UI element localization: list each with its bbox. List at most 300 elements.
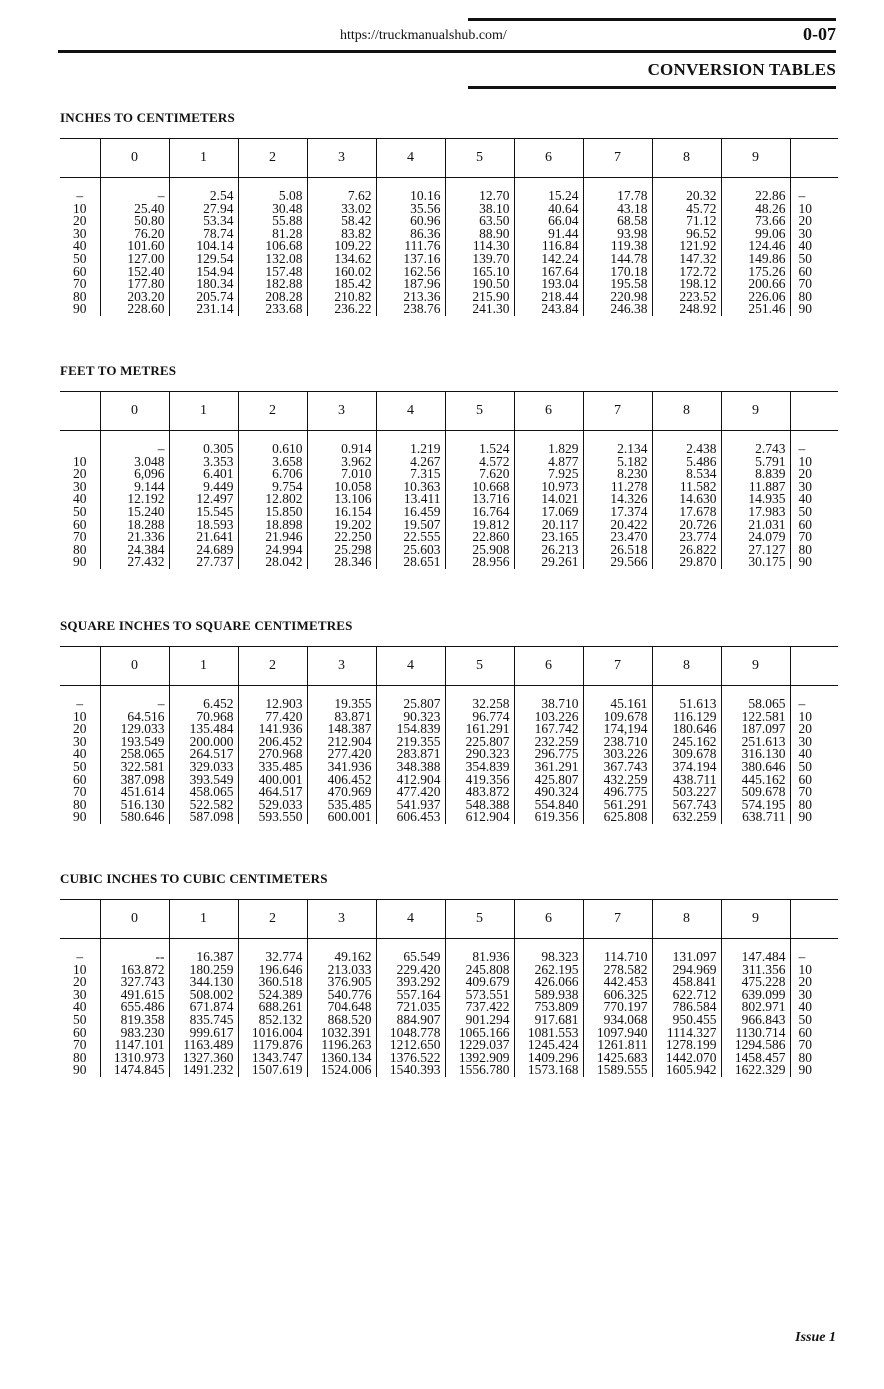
value-cell: 29.566 — [583, 556, 652, 569]
value-cell: 141.936 — [238, 723, 307, 736]
value-cell: 1589.555 — [583, 1064, 652, 1077]
value-cell: 7.62 — [307, 178, 376, 203]
value-cell: 374.194 — [652, 761, 721, 774]
value-cell: 218.44 — [514, 291, 583, 304]
value-cell: – — [100, 178, 169, 203]
value-cell: 18.898 — [238, 519, 307, 532]
value-cell: 477.420 — [376, 786, 445, 799]
value-cell: 20.422 — [583, 519, 652, 532]
column-header: 8 — [652, 647, 721, 686]
table-row — [60, 544, 838, 557]
value-cell: 509.678 — [721, 786, 790, 799]
value-cell: 248.92 — [652, 303, 721, 316]
value-cell: 116.129 — [652, 711, 721, 724]
value-cell: 303.226 — [583, 748, 652, 761]
value-cell: 1376.522 — [376, 1052, 445, 1065]
row-label-right: 60 — [790, 774, 838, 787]
value-cell: 23.470 — [583, 531, 652, 544]
value-cell: 10.363 — [376, 481, 445, 494]
value-cell: 124.46 — [721, 240, 790, 253]
value-cell: 464.517 — [238, 786, 307, 799]
row-label-right: 90 — [790, 303, 838, 316]
value-cell: 58.42 — [307, 215, 376, 228]
value-cell: 19.202 — [307, 519, 376, 532]
value-cell: 45.161 — [583, 686, 652, 711]
value-cell: 316.130 — [721, 748, 790, 761]
value-cell: 25.298 — [307, 544, 376, 557]
value-cell: 966.843 — [721, 1014, 790, 1027]
value-cell: 16.764 — [445, 506, 514, 519]
row-label: 60 — [73, 771, 87, 787]
value-cell: 22.860 — [445, 531, 514, 544]
value-cell: 213.36 — [376, 291, 445, 304]
row-label: 50 — [73, 1011, 87, 1027]
value-cell: 21.946 — [238, 531, 307, 544]
corner-cell — [790, 392, 838, 431]
row-label: 40 — [73, 491, 87, 507]
column-header: 7 — [583, 900, 652, 939]
value-cell: 529.033 — [238, 799, 307, 812]
value-cell: 0.305 — [169, 431, 238, 456]
value-cell: 442.453 — [583, 976, 652, 989]
value-cell: 163.872 — [100, 964, 169, 977]
table-row — [60, 468, 838, 481]
value-cell: 243.84 — [514, 303, 583, 316]
value-cell: 999.617 — [169, 1027, 238, 1040]
value-cell: 28.346 — [307, 556, 376, 569]
value-cell: 496.775 — [583, 786, 652, 799]
table-row — [60, 531, 838, 544]
value-cell: 277.420 — [307, 748, 376, 761]
value-cell: 639.099 — [721, 989, 790, 1002]
value-cell: 1360.134 — [307, 1052, 376, 1065]
value-cell: 12.903 — [238, 686, 307, 711]
value-cell: 475.228 — [721, 976, 790, 989]
corner-cell — [60, 392, 100, 431]
page-title: CONVERSION TABLES — [647, 60, 836, 79]
value-cell: 27.94 — [169, 203, 238, 216]
header-row — [60, 139, 838, 178]
value-cell: 17.78 — [583, 178, 652, 203]
value-cell: 612.904 — [445, 811, 514, 824]
corner-cell — [790, 139, 838, 178]
value-cell: 167.742 — [514, 723, 583, 736]
row-label: 50 — [73, 503, 87, 519]
value-cell: 4.877 — [514, 456, 583, 469]
column-header: 8 — [652, 392, 721, 431]
value-cell: 283.871 — [376, 748, 445, 761]
row-label-right: 20 — [790, 976, 838, 989]
table-row — [60, 1064, 838, 1077]
corner-cell — [60, 900, 100, 939]
table-row — [60, 519, 838, 532]
value-cell: 819.358 — [100, 1014, 169, 1027]
column-header: 5 — [445, 392, 514, 431]
value-cell: 1097.940 — [583, 1027, 652, 1040]
value-cell: 68.58 — [583, 215, 652, 228]
value-cell: 182.88 — [238, 278, 307, 291]
value-cell: 96.52 — [652, 228, 721, 241]
value-cell: 11.887 — [721, 481, 790, 494]
value-cell: 12.192 — [100, 493, 169, 506]
value-cell: 1114.327 — [652, 1027, 721, 1040]
value-cell: 16.387 — [169, 939, 238, 964]
column-header: 3 — [307, 392, 376, 431]
value-cell: 238.710 — [583, 736, 652, 749]
column-header: 5 — [445, 900, 514, 939]
value-cell: 1605.942 — [652, 1064, 721, 1077]
value-cell: 149.86 — [721, 253, 790, 266]
value-cell: 233.68 — [238, 303, 307, 316]
value-cell: 14.935 — [721, 493, 790, 506]
value-cell: 83.871 — [307, 711, 376, 724]
value-cell: 60.96 — [376, 215, 445, 228]
row-label-right: 50 — [790, 761, 838, 774]
table-row — [60, 228, 838, 241]
value-cell: 81.28 — [238, 228, 307, 241]
row-label: 10 — [73, 708, 87, 724]
value-cell: 185.42 — [307, 278, 376, 291]
value-cell: 229.420 — [376, 964, 445, 977]
row-label-right: 30 — [790, 228, 838, 241]
value-cell: 1196.263 — [307, 1039, 376, 1052]
value-cell: 55.88 — [238, 215, 307, 228]
row-label: 60 — [73, 516, 87, 532]
value-cell: 24.079 — [721, 531, 790, 544]
value-cell: 21.641 — [169, 531, 238, 544]
value-cell: – — [100, 686, 169, 711]
row-label: 70 — [73, 1037, 87, 1053]
column-header: 2 — [238, 900, 307, 939]
row-label: 70 — [73, 784, 87, 800]
value-cell: 400.001 — [238, 774, 307, 787]
value-cell: 901.294 — [445, 1014, 514, 1027]
value-cell: 132.08 — [238, 253, 307, 266]
value-cell: 704.648 — [307, 1001, 376, 1014]
value-cell: 917.681 — [514, 1014, 583, 1027]
table-row — [60, 278, 838, 291]
row-label-right: 10 — [790, 711, 838, 724]
table-row — [60, 493, 838, 506]
value-cell: 573.551 — [445, 989, 514, 1002]
row-label: 30 — [73, 986, 87, 1002]
value-cell: 86.36 — [376, 228, 445, 241]
column-header: 5 — [445, 647, 514, 686]
value-cell: 245.162 — [652, 736, 721, 749]
column-header: 6 — [514, 392, 583, 431]
row-label-right: 60 — [790, 266, 838, 279]
value-cell: 101.60 — [100, 240, 169, 253]
source-url[interactable]: https://truckmanualshub.com/ — [340, 28, 507, 43]
value-cell: 9.754 — [238, 481, 307, 494]
value-cell: 2.438 — [652, 431, 721, 456]
value-cell: 393.292 — [376, 976, 445, 989]
value-cell: 361.291 — [514, 761, 583, 774]
value-cell: 14.326 — [583, 493, 652, 506]
value-cell: 329.033 — [169, 761, 238, 774]
row-label: 70 — [73, 529, 87, 545]
value-cell: 10.058 — [307, 481, 376, 494]
value-cell: 1245.424 — [514, 1039, 583, 1052]
value-cell: 1556.780 — [445, 1064, 514, 1077]
value-cell: 262.195 — [514, 964, 583, 977]
header-row — [60, 392, 838, 431]
table-row — [60, 506, 838, 519]
row-label: 90 — [73, 554, 87, 570]
value-cell: 147.484 — [721, 939, 790, 964]
value-cell: 619.356 — [514, 811, 583, 824]
row-label: 80 — [73, 288, 87, 304]
table-section-2 — [60, 618, 838, 824]
value-cell: 154.94 — [169, 266, 238, 279]
value-cell: 1524.006 — [307, 1064, 376, 1077]
value-cell: 212.904 — [307, 736, 376, 749]
table-row — [60, 291, 838, 304]
value-cell: 88.90 — [445, 228, 514, 241]
value-cell: 33.02 — [307, 203, 376, 216]
value-cell: 322.581 — [100, 761, 169, 774]
value-cell: 1507.619 — [238, 1064, 307, 1077]
value-cell: 25.908 — [445, 544, 514, 557]
row-label-right: 30 — [790, 736, 838, 749]
value-cell: 354.839 — [445, 761, 514, 774]
table-title: CUBIC INCHES TO CUBIC CENTIMETERS — [60, 871, 328, 886]
row-label-right: 80 — [790, 799, 838, 812]
column-header: 7 — [583, 392, 652, 431]
row-label: 90 — [73, 301, 87, 317]
value-cell: 12.802 — [238, 493, 307, 506]
value-cell: 190.50 — [445, 278, 514, 291]
table-row — [60, 456, 838, 469]
value-cell: 251.46 — [721, 303, 790, 316]
value-cell: 770.197 — [583, 1001, 652, 1014]
value-cell: 1458.457 — [721, 1052, 790, 1065]
value-cell: 238.76 — [376, 303, 445, 316]
value-cell: 387.098 — [100, 774, 169, 787]
table-row — [60, 215, 838, 228]
value-cell: 311.356 — [721, 964, 790, 977]
column-header: 5 — [445, 139, 514, 178]
column-header: 1 — [169, 392, 238, 431]
table-row — [60, 811, 838, 824]
value-cell: 1016.004 — [238, 1027, 307, 1040]
row-label-right: 20 — [790, 215, 838, 228]
value-cell: 8.839 — [721, 468, 790, 481]
value-cell: 490.324 — [514, 786, 583, 799]
title-rule — [468, 86, 836, 89]
value-cell: 9.449 — [169, 481, 238, 494]
value-cell: 983.230 — [100, 1027, 169, 1040]
value-cell: 258.065 — [100, 748, 169, 761]
value-cell: 131.097 — [652, 939, 721, 964]
value-cell: 27.432 — [100, 556, 169, 569]
value-cell: 15.240 — [100, 506, 169, 519]
value-cell: 154.839 — [376, 723, 445, 736]
value-cell: 16.459 — [376, 506, 445, 519]
row-label-right: 60 — [790, 1027, 838, 1040]
value-cell: 10.16 — [376, 178, 445, 203]
table-row — [60, 1039, 838, 1052]
value-cell: 17.374 — [583, 506, 652, 519]
value-cell: 66.04 — [514, 215, 583, 228]
value-cell: 245.808 — [445, 964, 514, 977]
row-label-right: 40 — [790, 748, 838, 761]
row-label: 50 — [73, 758, 87, 774]
value-cell: 17.983 — [721, 506, 790, 519]
value-cell: 516.130 — [100, 799, 169, 812]
table-row — [60, 711, 838, 724]
value-cell: 129.54 — [169, 253, 238, 266]
value-cell: 73.66 — [721, 215, 790, 228]
value-cell: 13.411 — [376, 493, 445, 506]
row-label: 40 — [73, 746, 87, 762]
value-cell: 27.127 — [721, 544, 790, 557]
row-label-right: 90 — [790, 556, 838, 569]
value-cell: 208.28 — [238, 291, 307, 304]
value-cell: 11.278 — [583, 481, 652, 494]
value-cell: 548.388 — [445, 799, 514, 812]
value-cell: 162.56 — [376, 266, 445, 279]
value-cell: 11.582 — [652, 481, 721, 494]
value-cell: 198.12 — [652, 278, 721, 291]
value-cell: 561.291 — [583, 799, 652, 812]
value-cell: 51.613 — [652, 686, 721, 711]
column-header: 2 — [238, 139, 307, 178]
value-cell: 114.710 — [583, 939, 652, 964]
value-cell: 25.807 — [376, 686, 445, 711]
table-row — [60, 253, 838, 266]
table-row — [60, 736, 838, 749]
value-cell: 412.904 — [376, 774, 445, 787]
value-cell: 1425.683 — [583, 1052, 652, 1065]
table-title: FEET TO METRES — [60, 363, 177, 378]
value-cell: 119.38 — [583, 240, 652, 253]
row-label-right: 60 — [790, 519, 838, 532]
value-cell: 180.646 — [652, 723, 721, 736]
value-cell: 1573.168 — [514, 1064, 583, 1077]
column-header: 3 — [307, 647, 376, 686]
row-label: 60 — [73, 1024, 87, 1040]
value-cell: 589.938 — [514, 989, 583, 1002]
value-cell: 753.809 — [514, 1001, 583, 1014]
value-cell: 1212.650 — [376, 1039, 445, 1052]
table-row — [60, 1027, 838, 1040]
column-header: 4 — [376, 647, 445, 686]
value-cell: 1474.845 — [100, 1064, 169, 1077]
value-cell: 632.259 — [652, 811, 721, 824]
value-cell: – — [100, 431, 169, 456]
value-cell: 296.775 — [514, 748, 583, 761]
value-cell: 32.774 — [238, 939, 307, 964]
value-cell: 160.02 — [307, 266, 376, 279]
value-cell: 38.710 — [514, 686, 583, 711]
value-cell: 0.610 — [238, 431, 307, 456]
value-cell: 438.711 — [652, 774, 721, 787]
row-label-right: 10 — [790, 456, 838, 469]
value-cell: 206.452 — [238, 736, 307, 749]
value-cell: 1261.811 — [583, 1039, 652, 1052]
value-cell: 1229.037 — [445, 1039, 514, 1052]
header-rule-upper — [468, 18, 836, 21]
value-cell: 10.973 — [514, 481, 583, 494]
page-number: 0-07 — [803, 24, 836, 44]
row-label: – — [76, 188, 84, 203]
value-cell: 294.969 — [652, 964, 721, 977]
value-cell: 327.743 — [100, 976, 169, 989]
column-header: 3 — [307, 900, 376, 939]
table-section-3 — [60, 871, 838, 1077]
conversion-table — [60, 646, 838, 824]
value-cell: 376.905 — [307, 976, 376, 989]
value-cell: 458.065 — [169, 786, 238, 799]
column-header: 9 — [721, 900, 790, 939]
row-label-right: 30 — [790, 989, 838, 1002]
value-cell: 157.48 — [238, 266, 307, 279]
value-cell: 6,096 — [100, 468, 169, 481]
value-cell: 309.678 — [652, 748, 721, 761]
value-cell: 1294.586 — [721, 1039, 790, 1052]
table-row — [60, 178, 838, 203]
value-cell: 111.76 — [376, 240, 445, 253]
value-cell: 5.182 — [583, 456, 652, 469]
value-cell: 1442.070 — [652, 1052, 721, 1065]
value-cell: 1310.973 — [100, 1052, 169, 1065]
value-cell: 12.497 — [169, 493, 238, 506]
value-cell: 78.74 — [169, 228, 238, 241]
value-cell: 174,194 — [583, 723, 652, 736]
value-cell: 32.258 — [445, 686, 514, 711]
row-label: 20 — [73, 974, 87, 990]
value-cell: 18.593 — [169, 519, 238, 532]
row-label — [60, 431, 100, 456]
row-label: 80 — [73, 796, 87, 812]
value-cell: 135.484 — [169, 723, 238, 736]
value-cell: 193.549 — [100, 736, 169, 749]
value-cell: 22.86 — [721, 178, 790, 203]
row-label-right: 70 — [790, 531, 838, 544]
value-cell: 232.259 — [514, 736, 583, 749]
value-cell: 934.068 — [583, 1014, 652, 1027]
value-cell: 432.259 — [583, 774, 652, 787]
value-cell: 49.162 — [307, 939, 376, 964]
column-header: 6 — [514, 139, 583, 178]
row-label-right: 50 — [790, 506, 838, 519]
value-cell: 425.807 — [514, 774, 583, 787]
value-cell: 13.106 — [307, 493, 376, 506]
header-rule — [58, 50, 836, 53]
table-row — [60, 799, 838, 812]
value-cell: 508.002 — [169, 989, 238, 1002]
value-cell: 1032.391 — [307, 1027, 376, 1040]
value-cell: 19.812 — [445, 519, 514, 532]
column-header: 9 — [721, 392, 790, 431]
value-cell: 8.230 — [583, 468, 652, 481]
value-cell: 7.925 — [514, 468, 583, 481]
value-cell: 2.743 — [721, 431, 790, 456]
value-cell: 406.452 — [307, 774, 376, 787]
value-cell: 3.962 — [307, 456, 376, 469]
value-cell: 137.16 — [376, 253, 445, 266]
row-label: – — [76, 949, 84, 964]
value-cell: 419.356 — [445, 774, 514, 787]
row-label-right: 90 — [790, 811, 838, 824]
value-cell: 522.582 — [169, 799, 238, 812]
value-cell: 344.130 — [169, 976, 238, 989]
column-header: 7 — [583, 139, 652, 178]
value-cell: 1278.199 — [652, 1039, 721, 1052]
value-cell: 203.20 — [100, 291, 169, 304]
value-cell: 81.936 — [445, 939, 514, 964]
